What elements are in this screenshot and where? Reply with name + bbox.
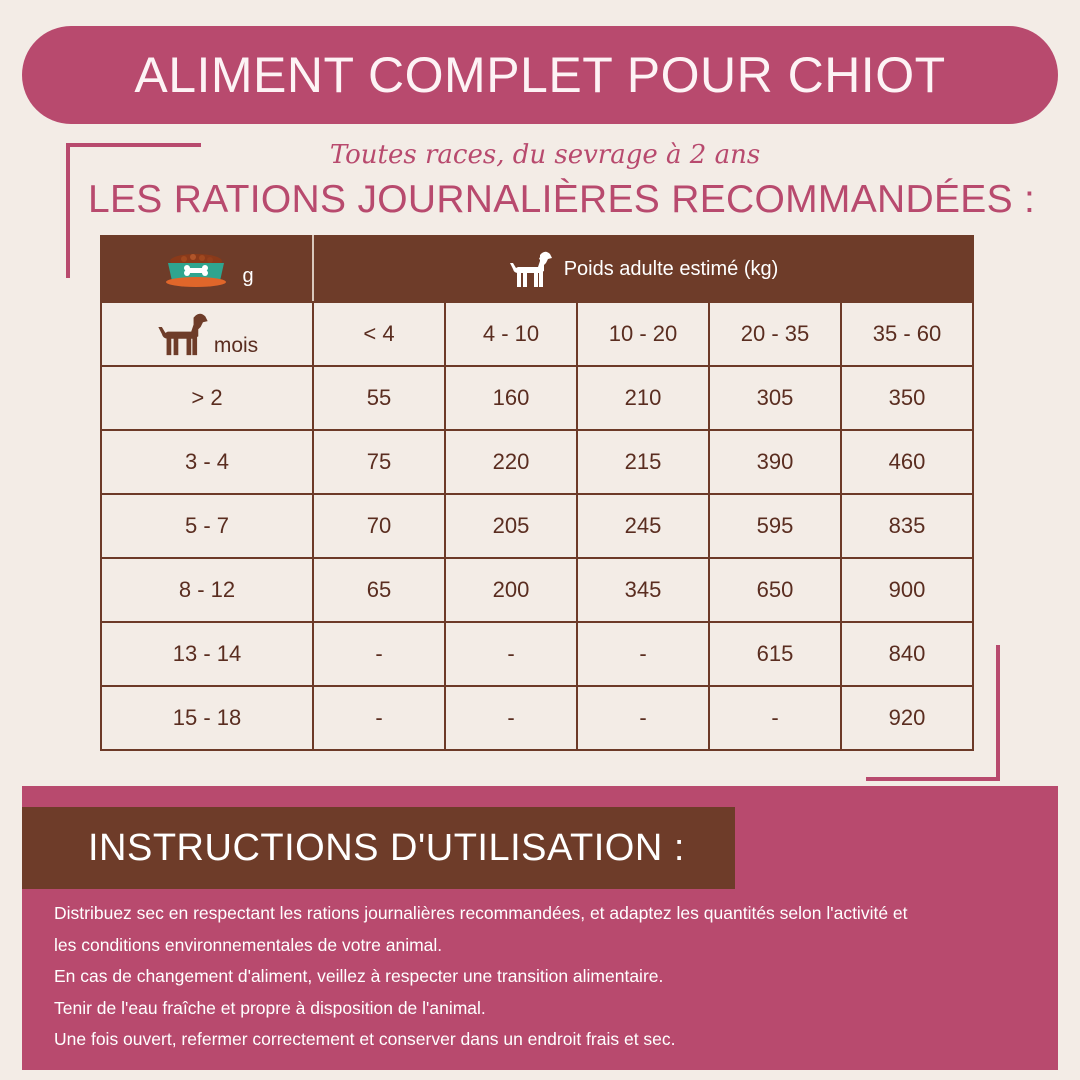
ration-cell: - [445, 686, 577, 750]
age-header-cell [101, 302, 313, 366]
ration-cell: - [577, 622, 709, 686]
ration-cell: 615 [709, 622, 841, 686]
ration-cell: 840 [841, 622, 973, 686]
age-cell: 3 - 4 [101, 430, 313, 494]
table-header-row [101, 236, 973, 302]
ration-cell: 390 [709, 430, 841, 494]
ration-cell: 460 [841, 430, 973, 494]
decorative-bracket [996, 645, 1000, 781]
ration-cell: 305 [709, 366, 841, 430]
table-row [101, 430, 973, 494]
ration-cell: 55 [313, 366, 445, 430]
instruction-line: Une fois ouvert, refermer correctement et conserver dans un endroit frais et sec. [54, 1029, 676, 1049]
ration-cell: 220 [445, 430, 577, 494]
ration-cell: 650 [709, 558, 841, 622]
ration-cell: 205 [445, 494, 577, 558]
decorative-bracket [66, 143, 70, 278]
unit-label: g [242, 264, 254, 287]
ration-cell: 920 [841, 686, 973, 750]
dog-icon [156, 310, 210, 358]
title-banner [22, 26, 1058, 124]
subtitle: Toutes races, du sevrage à 2 ans [329, 140, 761, 170]
weight-column-header: 10 - 20 [577, 302, 709, 366]
age-cell: 8 - 12 [101, 558, 313, 622]
table-row [101, 558, 973, 622]
ration-cell: 350 [841, 366, 973, 430]
table-row [101, 302, 973, 366]
age-cell: > 2 [101, 366, 313, 430]
ration-cell: - [313, 622, 445, 686]
age-label: mois [213, 334, 259, 357]
table-row [101, 366, 973, 430]
table-row [101, 494, 973, 558]
page-title: ALIMENT COMPLET POUR CHIOT [134, 47, 946, 103]
ration-cell: - [445, 622, 577, 686]
instruction-line: Tenir de l'eau fraîche et propre à disposition de l'animal. [54, 997, 486, 1018]
decorative-bracket [66, 143, 201, 147]
header-unit-cell [101, 236, 313, 302]
ration-cell: 215 [577, 430, 709, 494]
ration-cell: 900 [841, 558, 973, 622]
ration-cell: 75 [313, 430, 445, 494]
decorative-bracket [866, 777, 1000, 781]
ration-cell: 345 [577, 558, 709, 622]
ration-cell: 160 [445, 366, 577, 430]
table-row [101, 686, 973, 750]
instruction-line: les conditions environnementales de votre animal. [54, 934, 443, 955]
ration-cell: 70 [313, 494, 445, 558]
age-cell: 15 - 18 [101, 686, 313, 750]
ration-cell: 835 [841, 494, 973, 558]
age-cell: 13 - 14 [101, 622, 313, 686]
table-row [101, 622, 973, 686]
weight-column-header: < 4 [313, 302, 445, 366]
ration-cell: - [709, 686, 841, 750]
instruction-line: Distribuez sec en respectant les rations journalières recommandées, et adaptez les quantités selon l'activité et [54, 903, 908, 923]
dog-icon [508, 249, 554, 289]
ration-cell: 595 [709, 494, 841, 558]
dog-bowl-icon [160, 249, 232, 289]
ration-cell: 200 [445, 558, 577, 622]
ration-cell: - [313, 686, 445, 750]
ration-cell: 210 [577, 366, 709, 430]
weight-column-header: 4 - 10 [445, 302, 577, 366]
instructions-text [54, 898, 1044, 1056]
instructions-title: INSTRUCTIONS D'UTILISATION : [88, 827, 685, 869]
ration-cell: 245 [577, 494, 709, 558]
weight-column-header: 20 - 35 [709, 302, 841, 366]
ration-cell: - [577, 686, 709, 750]
instructions-header [22, 807, 735, 889]
header-weight-cell [313, 236, 973, 302]
age-cell: 5 - 7 [101, 494, 313, 558]
instruction-line: En cas de changement d'aliment, veillez à respecter une transition alimentaire. [54, 966, 664, 986]
ration-cell: 65 [313, 558, 445, 622]
weight-column-header: 35 - 60 [841, 302, 973, 366]
weight-header: Poids adulte estimé (kg) [563, 257, 779, 280]
rations-table [100, 235, 974, 751]
section-title: LES RATIONS JOURNALIÈRES RECOMMANDÉES : [88, 178, 1036, 221]
